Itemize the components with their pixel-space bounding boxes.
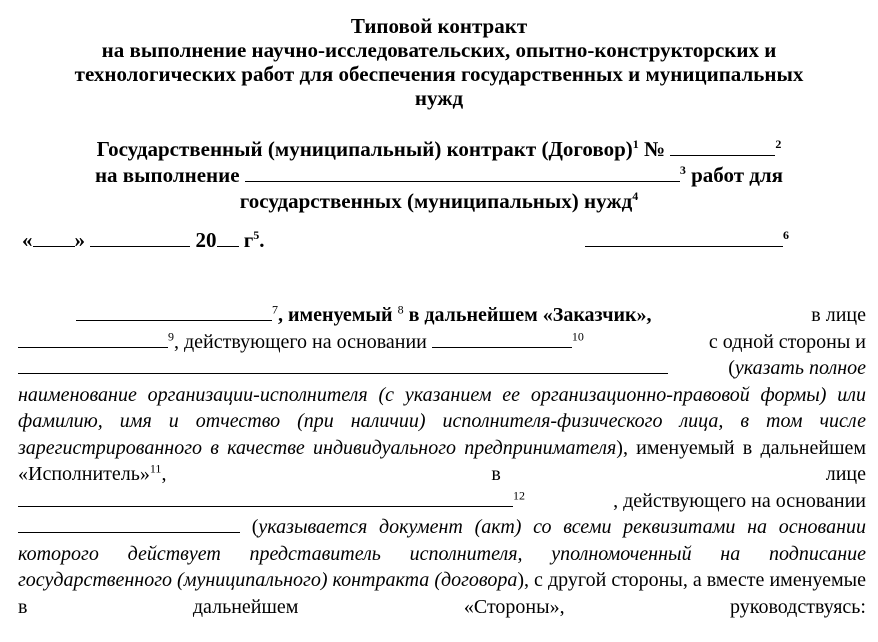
contract-name: Государственный (муниципальный) контракт (Договор) xyxy=(96,137,633,161)
quote-open: « xyxy=(22,228,33,252)
number-label: № xyxy=(638,137,671,161)
customer-basis-blank[interactable] xyxy=(432,329,572,348)
named-label: , именуемый xyxy=(278,304,398,326)
execution-label: на выполнение xyxy=(94,163,245,187)
contractor-label: ), именуемый в дальнейшем «Исполнитель» xyxy=(18,436,866,485)
title-line-2: на выполнение научно-исследовательских, опытно-конструкторских и xyxy=(101,38,777,62)
contractor-basis-blank[interactable] xyxy=(18,514,240,533)
contractor-description xyxy=(18,382,866,488)
date-dot: . xyxy=(259,228,265,252)
day-blank[interactable] xyxy=(33,228,75,247)
year-blank[interactable] xyxy=(217,228,239,247)
date-field xyxy=(22,228,265,253)
preamble-line-8 xyxy=(18,488,866,515)
year-prefix: 20 xyxy=(190,228,217,252)
contractor-name-blank[interactable] xyxy=(18,355,668,374)
paren-open-2: ( xyxy=(251,516,259,538)
footnote-12: 12 xyxy=(513,487,525,502)
one-side-label: с одной стороны и xyxy=(708,330,866,353)
contract-heading-line-1 xyxy=(0,136,878,162)
in-person-label-2: , в лице xyxy=(161,463,866,485)
title-line-1: Типовой контракт xyxy=(350,14,528,38)
document-title xyxy=(0,0,878,110)
paren-open: ( xyxy=(728,357,735,379)
month-blank[interactable] xyxy=(90,228,190,247)
customer-label: в дальнейшем «Заказчик», xyxy=(403,304,652,326)
contractor-rep-blank[interactable] xyxy=(18,488,513,507)
footnote-3: 3 xyxy=(679,163,686,177)
work-type-blank[interactable] xyxy=(245,163,680,182)
contract-heading xyxy=(0,136,878,214)
preamble-line-1 xyxy=(18,302,866,329)
contract-preamble xyxy=(18,302,866,620)
title-line-4: нужд xyxy=(414,86,464,110)
footnote-9: 9 xyxy=(168,328,174,343)
specify-hint: указать полное xyxy=(734,357,866,379)
needs-label: государственных (муниципальных) нужд xyxy=(239,189,633,213)
contractor-hint: наименование организации-исполнителя (с указанием ее организационно-правовой формы) или фамилию, имя и отчество (при наличии) исполнителя-физического лица, в том числе зарегистрированного в качестве индивидуального предпринимателя xyxy=(18,383,866,459)
footnote-5: 5 xyxy=(253,228,260,242)
footnote-7: 7 xyxy=(272,302,278,317)
preamble-line-2 xyxy=(18,329,866,356)
preamble-line-3 xyxy=(18,355,866,382)
customer-rep-blank[interactable] xyxy=(18,329,168,348)
acting-label: , действующего на основании xyxy=(174,330,432,353)
footnote-2: 2 xyxy=(775,137,782,151)
contract-heading-line-2 xyxy=(0,162,878,188)
date-place-row xyxy=(0,226,878,256)
footnote-11: 11 xyxy=(149,461,162,476)
other-side-label: ), с другой стороны, а вместе именуемые в дальнейшем «Стороны», руководствуясь: xyxy=(18,569,866,618)
place-field xyxy=(585,228,789,253)
acting-label-2: , действующего на основании xyxy=(613,489,866,512)
footnote-4: 4 xyxy=(632,189,639,203)
footnote-10: 10 xyxy=(571,328,584,343)
document-hint: указывается документ (акт) со всеми реквизитами на основании которого действует представитель исполнителя, уполномоченный на подписание государственного (муниципального) контракта (договора xyxy=(18,516,866,591)
works-for-label: работ для xyxy=(685,163,784,187)
contractor-basis xyxy=(18,514,866,620)
contract-number-blank[interactable] xyxy=(670,137,775,156)
quote-close: » xyxy=(74,228,85,252)
footnote-6: 6 xyxy=(783,228,789,242)
place-blank[interactable] xyxy=(585,228,783,247)
contract-heading-line-3 xyxy=(0,188,878,214)
year-suffix: г xyxy=(238,228,254,252)
title-line-3: технологических работ для обеспечения государственных и муниципальных xyxy=(74,62,804,86)
footnote-1: 1 xyxy=(632,137,639,151)
in-person-label: в лице xyxy=(811,304,866,326)
customer-name-blank[interactable] xyxy=(76,302,272,321)
footnote-8: 8 xyxy=(397,302,404,317)
